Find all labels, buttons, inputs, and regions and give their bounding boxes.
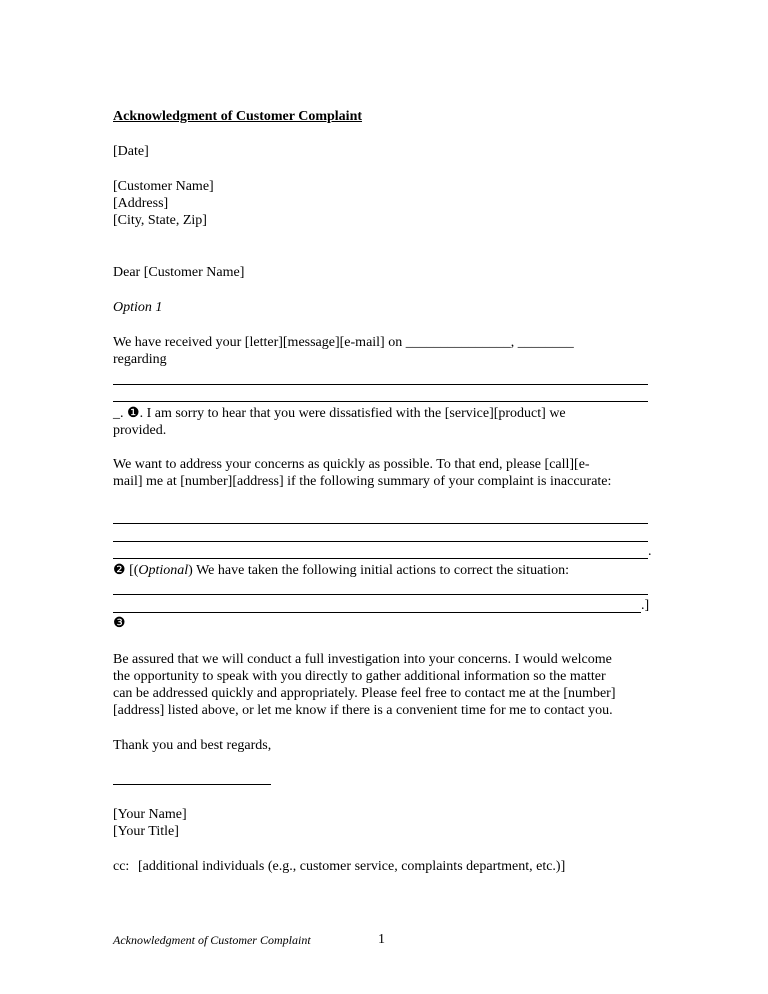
blank-line bbox=[113, 594, 648, 595]
optional-line bbox=[113, 562, 569, 579]
optional-open: [( bbox=[125, 563, 139, 578]
option-label: Option 1 bbox=[113, 300, 163, 315]
para1-line4: provided. bbox=[113, 423, 167, 438]
para1-tail-text: . I am sorry to hear that you were dissatisfied with the [service][product] we bbox=[139, 406, 566, 421]
customer-name: [Customer Name] bbox=[113, 179, 214, 194]
para3-line1: Be assured that we will conduct a full investigation into your concerns. I would welcome bbox=[113, 652, 612, 667]
marker-one-icon: ❶ bbox=[127, 406, 140, 421]
blank-line bbox=[113, 401, 648, 402]
signature-line bbox=[113, 784, 271, 785]
date-placeholder: [Date] bbox=[113, 144, 149, 159]
summary-end-mark: . bbox=[648, 544, 652, 559]
para1-line2: regarding bbox=[113, 352, 167, 367]
optional-text: ) We have taken the following initial actions to correct the situation: bbox=[188, 563, 569, 578]
para3-line2: the opportunity to speak with you directly to gather additional information so the matter bbox=[113, 669, 606, 684]
blank-line bbox=[113, 612, 641, 613]
signer-title: [Your Title] bbox=[113, 824, 179, 839]
marker-two-icon: ❷ bbox=[113, 563, 126, 578]
blank-line bbox=[113, 384, 648, 385]
closing: Thank you and best regards, bbox=[113, 738, 272, 753]
blank-line bbox=[113, 558, 648, 559]
cc-label: cc: bbox=[113, 859, 130, 874]
blank-line bbox=[113, 523, 648, 524]
customer-city: [City, State, Zip] bbox=[113, 213, 207, 228]
salutation: Dear [Customer Name] bbox=[113, 265, 245, 280]
blank-line bbox=[113, 541, 648, 542]
customer-address: [Address] bbox=[113, 196, 169, 211]
cc-text: [additional individuals (e.g., customer service, complaints department, etc.)] bbox=[138, 859, 566, 874]
optional-close: .] bbox=[641, 598, 650, 613]
para1-tail-prefix: _. bbox=[113, 406, 127, 421]
para3-line4: [address] listed above, or let me know if there is a convenient time for me to contact you. bbox=[113, 703, 613, 718]
document-title: Acknowledgment of Customer Complaint bbox=[113, 109, 363, 124]
marker-three-icon: ❸ bbox=[113, 616, 126, 631]
signer-name: [Your Name] bbox=[113, 807, 187, 822]
para3-line3: can be addressed quickly and appropriately. Please feel free to contact me at the [number] bbox=[113, 686, 616, 701]
optional-word: Optional bbox=[138, 563, 189, 578]
para1-line1: We have received your [letter][message][e-mail] on _______________, ________ bbox=[113, 335, 574, 350]
para1-line3 bbox=[113, 405, 566, 422]
para2-line2: mail] me at [number][address] if the following summary of your complaint is inaccurate: bbox=[113, 474, 612, 489]
page-number: 1 bbox=[378, 932, 385, 947]
footer-title: Acknowledgment of Customer Complaint bbox=[113, 933, 311, 947]
para2-line1: We want to address your concerns as quickly as possible. To that end, please [call][e- bbox=[113, 457, 590, 472]
